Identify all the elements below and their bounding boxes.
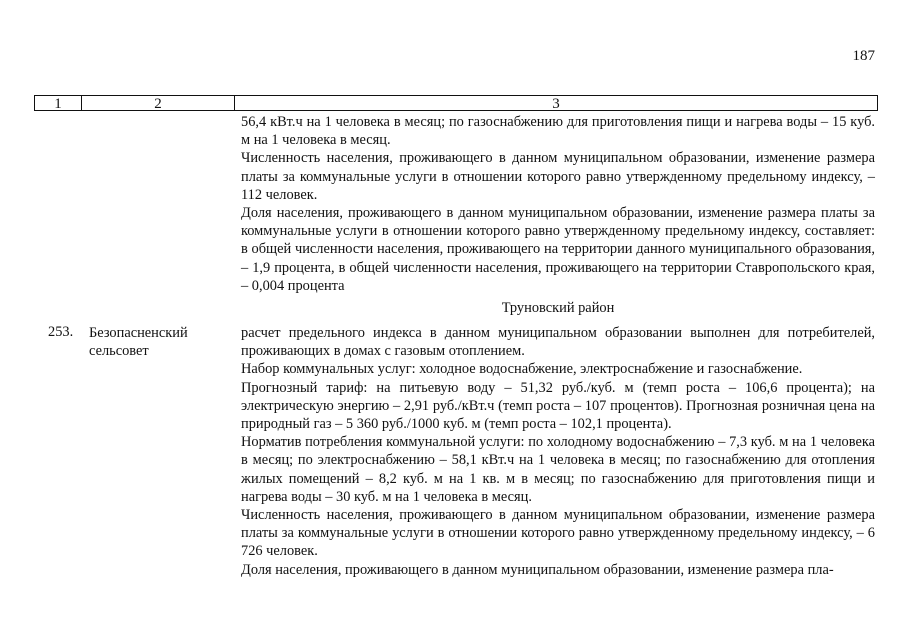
table-header-row: [34, 95, 878, 111]
entry-paragraph: Норматив потребления коммунальной услуги: по холодному водоснабжению – 7,3 куб. м на 1 человека в месяц; по электроснабжению – 58,1 кВт.ч на 1 человека в месяц; по газоснабжению для отопления жилых помещений – 8,2 куб. м на 1 кв. м в месяц; по газоснабжению для приготовления пищи и нагрева воды – 30 куб. м на 1 человека в месяц.: [241, 434, 875, 505]
page-number: 187: [852, 48, 875, 64]
entry-name: Безопасненский сельсовет: [89, 325, 188, 360]
entry-paragraph: Численность населения, проживающего в данном муниципальном образовании, изменение размера платы за коммунальные услуги в отношении которого равно утвержденному предельному индексу, – 6 726 человек.: [241, 507, 875, 560]
continuation-text: [241, 113, 875, 295]
continuation-paragraph: 56,4 кВт.ч на 1 человека в месяц; по газоснабжению для приготовления пищи и нагрева воды – 15 куб. м на 1 человека в месяц.: [241, 114, 875, 149]
entry-paragraph: Набор коммунальных услуг: холодное водоснабжение, электроснабжение и газоснабжение.: [241, 361, 803, 378]
column-header-2: 2: [82, 96, 235, 110]
continuation-paragraph: Численность населения, проживающего в данном муниципальном образовании, изменение размера платы за коммунальные услуги в отношении которого равно утвержденному предельному индексу, – 112 человек.: [241, 150, 875, 203]
entry-paragraph: Прогнозный тариф: на питьевую воду – 51,32 руб./куб. м (темп роста – 106,6 процента); на электрическую энергию – 2,91 руб./кВт.ч (темп роста – 107 процентов). Прогнозная розничная цена на природный газ – 5 360 руб./1000 куб. м (темп роста – 102,1 процента).: [241, 379, 875, 433]
continuation-paragraph: Доля населения, проживающего в данном муниципальном образовании, изменение размера платы за коммунальные услуги в отношении которого равно утвержденному предельному индексу, составляет: в общей численности населения, проживающего на территории данного муниципального образования, – 1,9 процента, в общей численности населения, проживающего на территории Ставропольского края, – 0,004 процента: [241, 205, 875, 294]
column-header-3: 3: [552, 96, 560, 112]
entry-number: 253.: [48, 324, 74, 340]
entry-paragraph: Доля населения, проживающего в данном муниципальном образовании, изменение размера пла-: [241, 561, 834, 578]
entry-text: [241, 324, 875, 579]
district-heading: Труновский район: [501, 300, 615, 316]
column-header-1: 1: [35, 96, 82, 110]
entry-paragraph: расчет предельного индекса в данном муниципальном образовании выполнен для потребителей, проживающих в домах с газовым отоплением.: [241, 325, 875, 360]
